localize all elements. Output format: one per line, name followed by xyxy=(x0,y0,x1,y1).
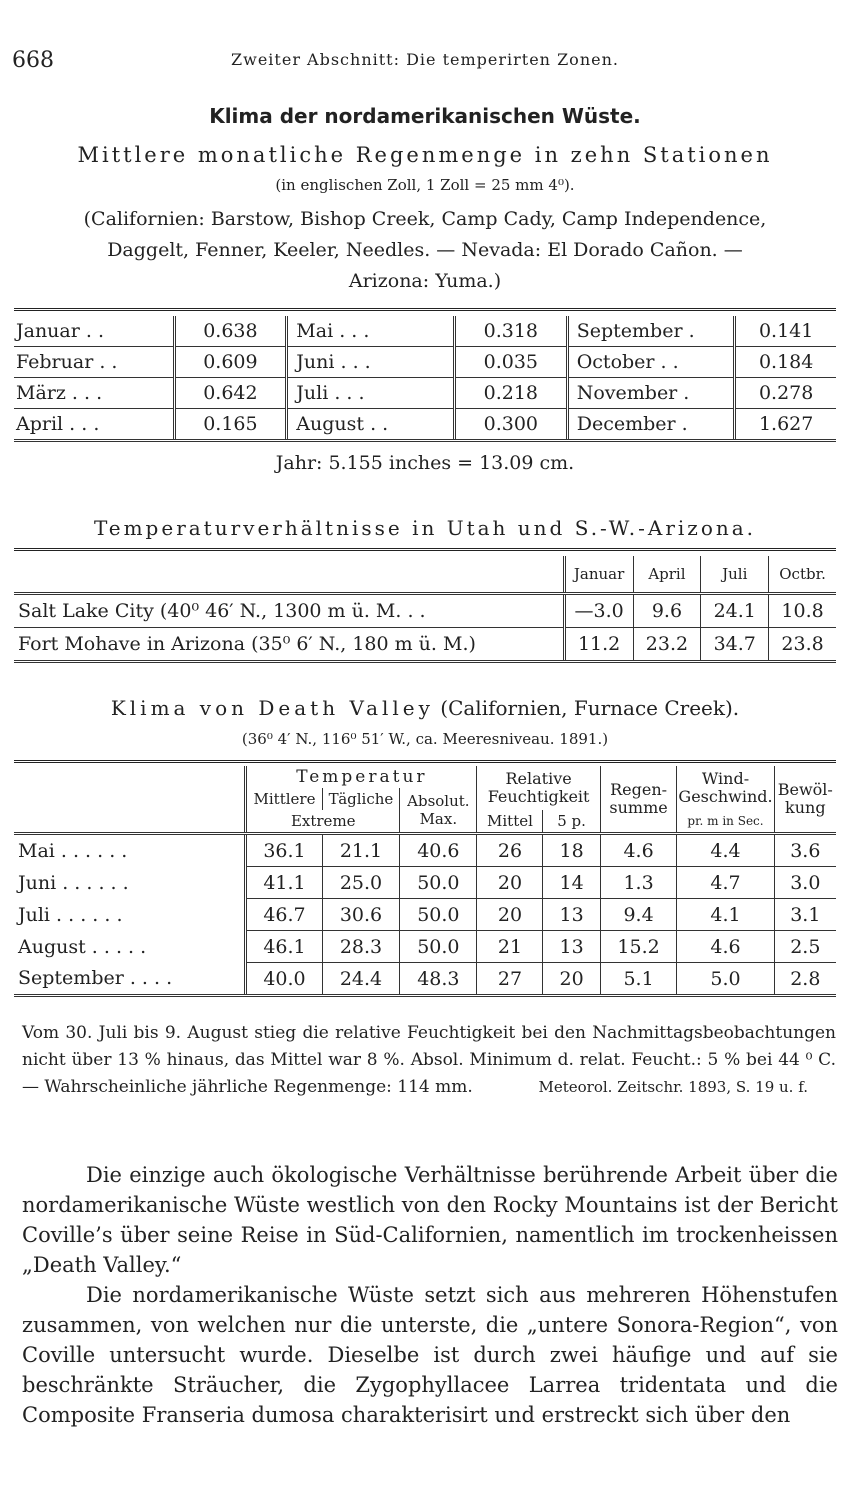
dv-value: 20 xyxy=(477,867,543,899)
dv-header-regen xyxy=(600,766,677,834)
dv-value: 50.0 xyxy=(400,931,477,963)
dv-header-extreme: Extreme xyxy=(246,810,400,834)
dv-value: 5.1 xyxy=(600,963,677,996)
rain-value: 1.627 xyxy=(735,409,836,441)
rain-value: 0.638 xyxy=(174,316,287,347)
rain-value: 0.609 xyxy=(174,347,287,378)
dv-header-wind-1: Wind- xyxy=(701,769,750,788)
rain-stations xyxy=(16,204,834,297)
dv-value: 40.6 xyxy=(400,834,477,867)
table-row xyxy=(14,867,836,899)
table-row xyxy=(14,409,836,441)
dv-header-relative xyxy=(477,766,600,810)
rain-value: 0.300 xyxy=(454,409,567,441)
month-label: November . xyxy=(567,378,735,409)
dv-header-wind xyxy=(677,766,774,810)
dv-header-absolut xyxy=(400,788,477,834)
dv-header-temperatur: Temperatur xyxy=(246,766,477,788)
dv-header-5p: 5 p. xyxy=(543,810,600,834)
rain-value: 0.184 xyxy=(735,347,836,378)
temp-top-rule xyxy=(14,548,836,551)
dv-header-relative-1: Relative xyxy=(505,769,572,788)
dv-header-wind-2: Geschwind. xyxy=(678,787,773,806)
dv-value: 36.1 xyxy=(246,834,322,867)
temp-header: Januar xyxy=(564,556,633,594)
dv-value: 40.0 xyxy=(246,963,322,996)
table-row xyxy=(14,963,836,996)
month-label: April . . . xyxy=(14,409,174,441)
dv-header-bewoel-1: Bewöl- xyxy=(777,780,833,799)
dv-table-body xyxy=(14,834,836,996)
dv-value: 13 xyxy=(543,899,600,931)
page-number: 668 xyxy=(12,48,54,73)
dv-value: 26 xyxy=(477,834,543,867)
dv-value: 27 xyxy=(477,963,543,996)
dv-value: 21 xyxy=(477,931,543,963)
month-label: August . . xyxy=(287,409,455,441)
dv-value: 21.1 xyxy=(322,834,400,867)
temp-header: Juli xyxy=(701,556,769,594)
dv-header-mittlere: Mittlere xyxy=(246,788,322,810)
table-row xyxy=(14,347,836,378)
dv-header-absolut-1: Absolut. xyxy=(407,792,470,810)
dv-value: 50.0 xyxy=(400,867,477,899)
temp-value: 23.2 xyxy=(633,628,701,662)
stations-line-2: Daggelt, Fenner, Keeler, Needles. — Nevada: El Dorado Cañon. — xyxy=(107,239,743,261)
dv-table xyxy=(14,766,836,997)
rain-value: 0.165 xyxy=(174,409,287,441)
note xyxy=(22,1020,836,1101)
temp-value: 23.8 xyxy=(769,628,836,662)
temp-header-blank xyxy=(14,556,564,594)
table-row xyxy=(14,316,836,347)
temp-value: 24.1 xyxy=(701,594,769,628)
table-header-row xyxy=(14,556,836,594)
month-label: December . xyxy=(567,409,735,441)
dv-value: 4.6 xyxy=(677,931,774,963)
month-label: Februar . . xyxy=(14,347,174,378)
dv-month-label: August . . . . . xyxy=(18,935,147,958)
rain-units: (in englischen Zoll, 1 Zoll = 25 mm 4⁰). xyxy=(275,176,575,194)
dv-value: 15.2 xyxy=(600,931,677,963)
dv-value: 25.0 xyxy=(322,867,400,899)
dv-header-prm: pr. m in Sec. xyxy=(677,810,774,834)
month-label: März . . . xyxy=(14,378,174,409)
dv-header-blank xyxy=(14,766,246,834)
dv-value: 4.6 xyxy=(600,834,677,867)
note-source: Meteorol. Zeitschr. 1893, S. 19 u. f. xyxy=(538,1078,808,1096)
paragraph-1: Die einzige auch ökologische Verhältnisse berührende Arbeit über die nordamerikanische Wüste westlich von den Rocky Mountains ist der Bericht Coville’s über seine Reise in Süd-Californien, namentlich im trockenheissen „Death Valley.“ xyxy=(22,1163,838,1277)
table-row xyxy=(14,378,836,409)
dv-value: 9.4 xyxy=(600,899,677,931)
dv-value: 13 xyxy=(543,931,600,963)
dv-value: 1.3 xyxy=(600,867,677,899)
table-row xyxy=(14,628,836,662)
dv-header-relative-2: Feuchtigkeit xyxy=(487,787,590,806)
temp-value: 11.2 xyxy=(564,628,633,662)
temp-header: April xyxy=(633,556,701,594)
dv-top-rule xyxy=(14,760,836,763)
dv-month-label: Juli . . . . . . xyxy=(18,903,123,926)
station-label: Fort Mohave in Arizona (35⁰ 6′ N., 180 m ü. M.) xyxy=(14,628,564,662)
running-title: Zweiter Abschnitt: Die temperirten Zonen. xyxy=(231,50,619,69)
month-label: Januar . . xyxy=(14,316,174,347)
dv-title-location: (Californien, Furnace Creek). xyxy=(440,696,740,720)
temp-value: 34.7 xyxy=(701,628,769,662)
paragraph-2: Die nordamerikanische Wüste setzt sich aus mehreren Höhenstufen zusammen, von welchen nur die unterste, die „untere Sonora-Region“, von Coville untersucht wurde. Dieselbe ist durch zwei häufige und auf sie beschränkte Sträucher, die Zygophyllacee Larrea tridentata und die Composite Franseria dumosa charakterisirt und erstreckt sich über den xyxy=(22,1283,838,1427)
dv-header-bewoelkung xyxy=(774,766,836,834)
month-label: Juli . . . xyxy=(287,378,455,409)
dv-header-mittel: Mittel xyxy=(477,810,543,834)
rain-value: 0.218 xyxy=(454,378,567,409)
dv-value: 4.7 xyxy=(677,867,774,899)
dv-value: 20 xyxy=(477,899,543,931)
table-header-row xyxy=(14,766,836,788)
table-row xyxy=(14,899,836,931)
dv-value: 20 xyxy=(543,963,600,996)
rain-year-total: Jahr: 5.155 inches = 13.09 cm. xyxy=(275,452,575,474)
temp-header: Octbr. xyxy=(769,556,836,594)
stations-line-3: Arizona: Yuma.) xyxy=(348,270,502,292)
dv-value: 14 xyxy=(543,867,600,899)
dv-header-regen-1: Regen- xyxy=(610,780,668,799)
dv-value: 28.3 xyxy=(322,931,400,963)
month-label: September . xyxy=(567,316,735,347)
temp-title: Temperaturverhältnisse in Utah und S.-W.-Arizona. xyxy=(93,516,757,540)
rain-value: 0.642 xyxy=(174,378,287,409)
rain-value: 0.141 xyxy=(735,316,836,347)
section-title: Klima der nordamerikanischen Wüste. xyxy=(209,104,641,128)
dv-header-absolut-2: Max. xyxy=(419,810,458,828)
dv-month-label: September . . . . xyxy=(14,963,246,996)
dv-month-label: Mai . . . . . . xyxy=(18,839,128,862)
page-header xyxy=(12,48,838,78)
dv-header-taegliche: Tägliche xyxy=(322,788,400,810)
dv-title-main: Klima von Death Valley xyxy=(110,696,434,720)
dv-value: 5.0 xyxy=(677,963,774,996)
dv-month-label: Juni . . . . . . xyxy=(18,871,129,894)
month-label: Juni . . . xyxy=(287,347,455,378)
dv-header-regen-2: summe xyxy=(609,798,668,817)
dv-header-bewoel-2: kung xyxy=(785,798,826,817)
dv-subtitle: (36⁰ 4′ N., 116⁰ 51′ W., ca. Meeresniveau. 1891.) xyxy=(241,730,609,748)
rain-value: 0.318 xyxy=(454,316,567,347)
dv-value: 24.4 xyxy=(322,963,400,996)
temp-value: —3.0 xyxy=(564,594,633,628)
stations-line-1: (Californien: Barstow, Bishop Creek, Camp Cady, Camp Independence, xyxy=(83,208,767,230)
dv-value: 46.1 xyxy=(246,931,322,963)
rain-value: 0.035 xyxy=(454,347,567,378)
note-text: Vom 30. Juli bis 9. August stieg die relative Feuchtigkeit bei den Nachmittagsbeobachtungen nicht über 13 % hinaus, das Mittel war 8 %. Absol. Minimum d. relat. Feucht.: 5 % bei 44 ⁰ C. — Wahrscheinliche jährliche Regenmenge: 114 mm. xyxy=(22,1023,836,1097)
dv-value: 3.0 xyxy=(774,867,836,899)
temp-value: 9.6 xyxy=(633,594,701,628)
body-text xyxy=(22,1160,838,1430)
dv-value: 41.1 xyxy=(246,867,322,899)
table-row xyxy=(14,594,836,628)
rain-top-rule xyxy=(14,308,836,311)
dv-title xyxy=(0,696,850,720)
dv-value: 3.6 xyxy=(774,834,836,867)
temp-value: 10.8 xyxy=(769,594,836,628)
dv-value: 50.0 xyxy=(400,899,477,931)
temp-table xyxy=(14,556,836,663)
dv-value: 48.3 xyxy=(400,963,477,996)
rain-subtitle: Mittlere monatliche Regenmenge in zehn Stationen xyxy=(77,143,773,167)
dv-value: 2.5 xyxy=(774,931,836,963)
station-label: Salt Lake City (40⁰ 46′ N., 1300 m ü. M. . . xyxy=(14,594,564,628)
dv-value: 4.1 xyxy=(677,899,774,931)
table-row xyxy=(14,834,836,867)
dv-value: 4.4 xyxy=(677,834,774,867)
rain-value: 0.278 xyxy=(735,378,836,409)
rain-table xyxy=(14,316,836,442)
month-label: Mai . . . xyxy=(287,316,455,347)
dv-value: 2.8 xyxy=(774,963,836,996)
dv-value: 3.1 xyxy=(774,899,836,931)
table-row xyxy=(14,931,836,963)
month-label: October . . xyxy=(567,347,735,378)
dv-value: 18 xyxy=(543,834,600,867)
dv-value: 46.7 xyxy=(246,899,322,931)
dv-value: 30.6 xyxy=(322,899,400,931)
